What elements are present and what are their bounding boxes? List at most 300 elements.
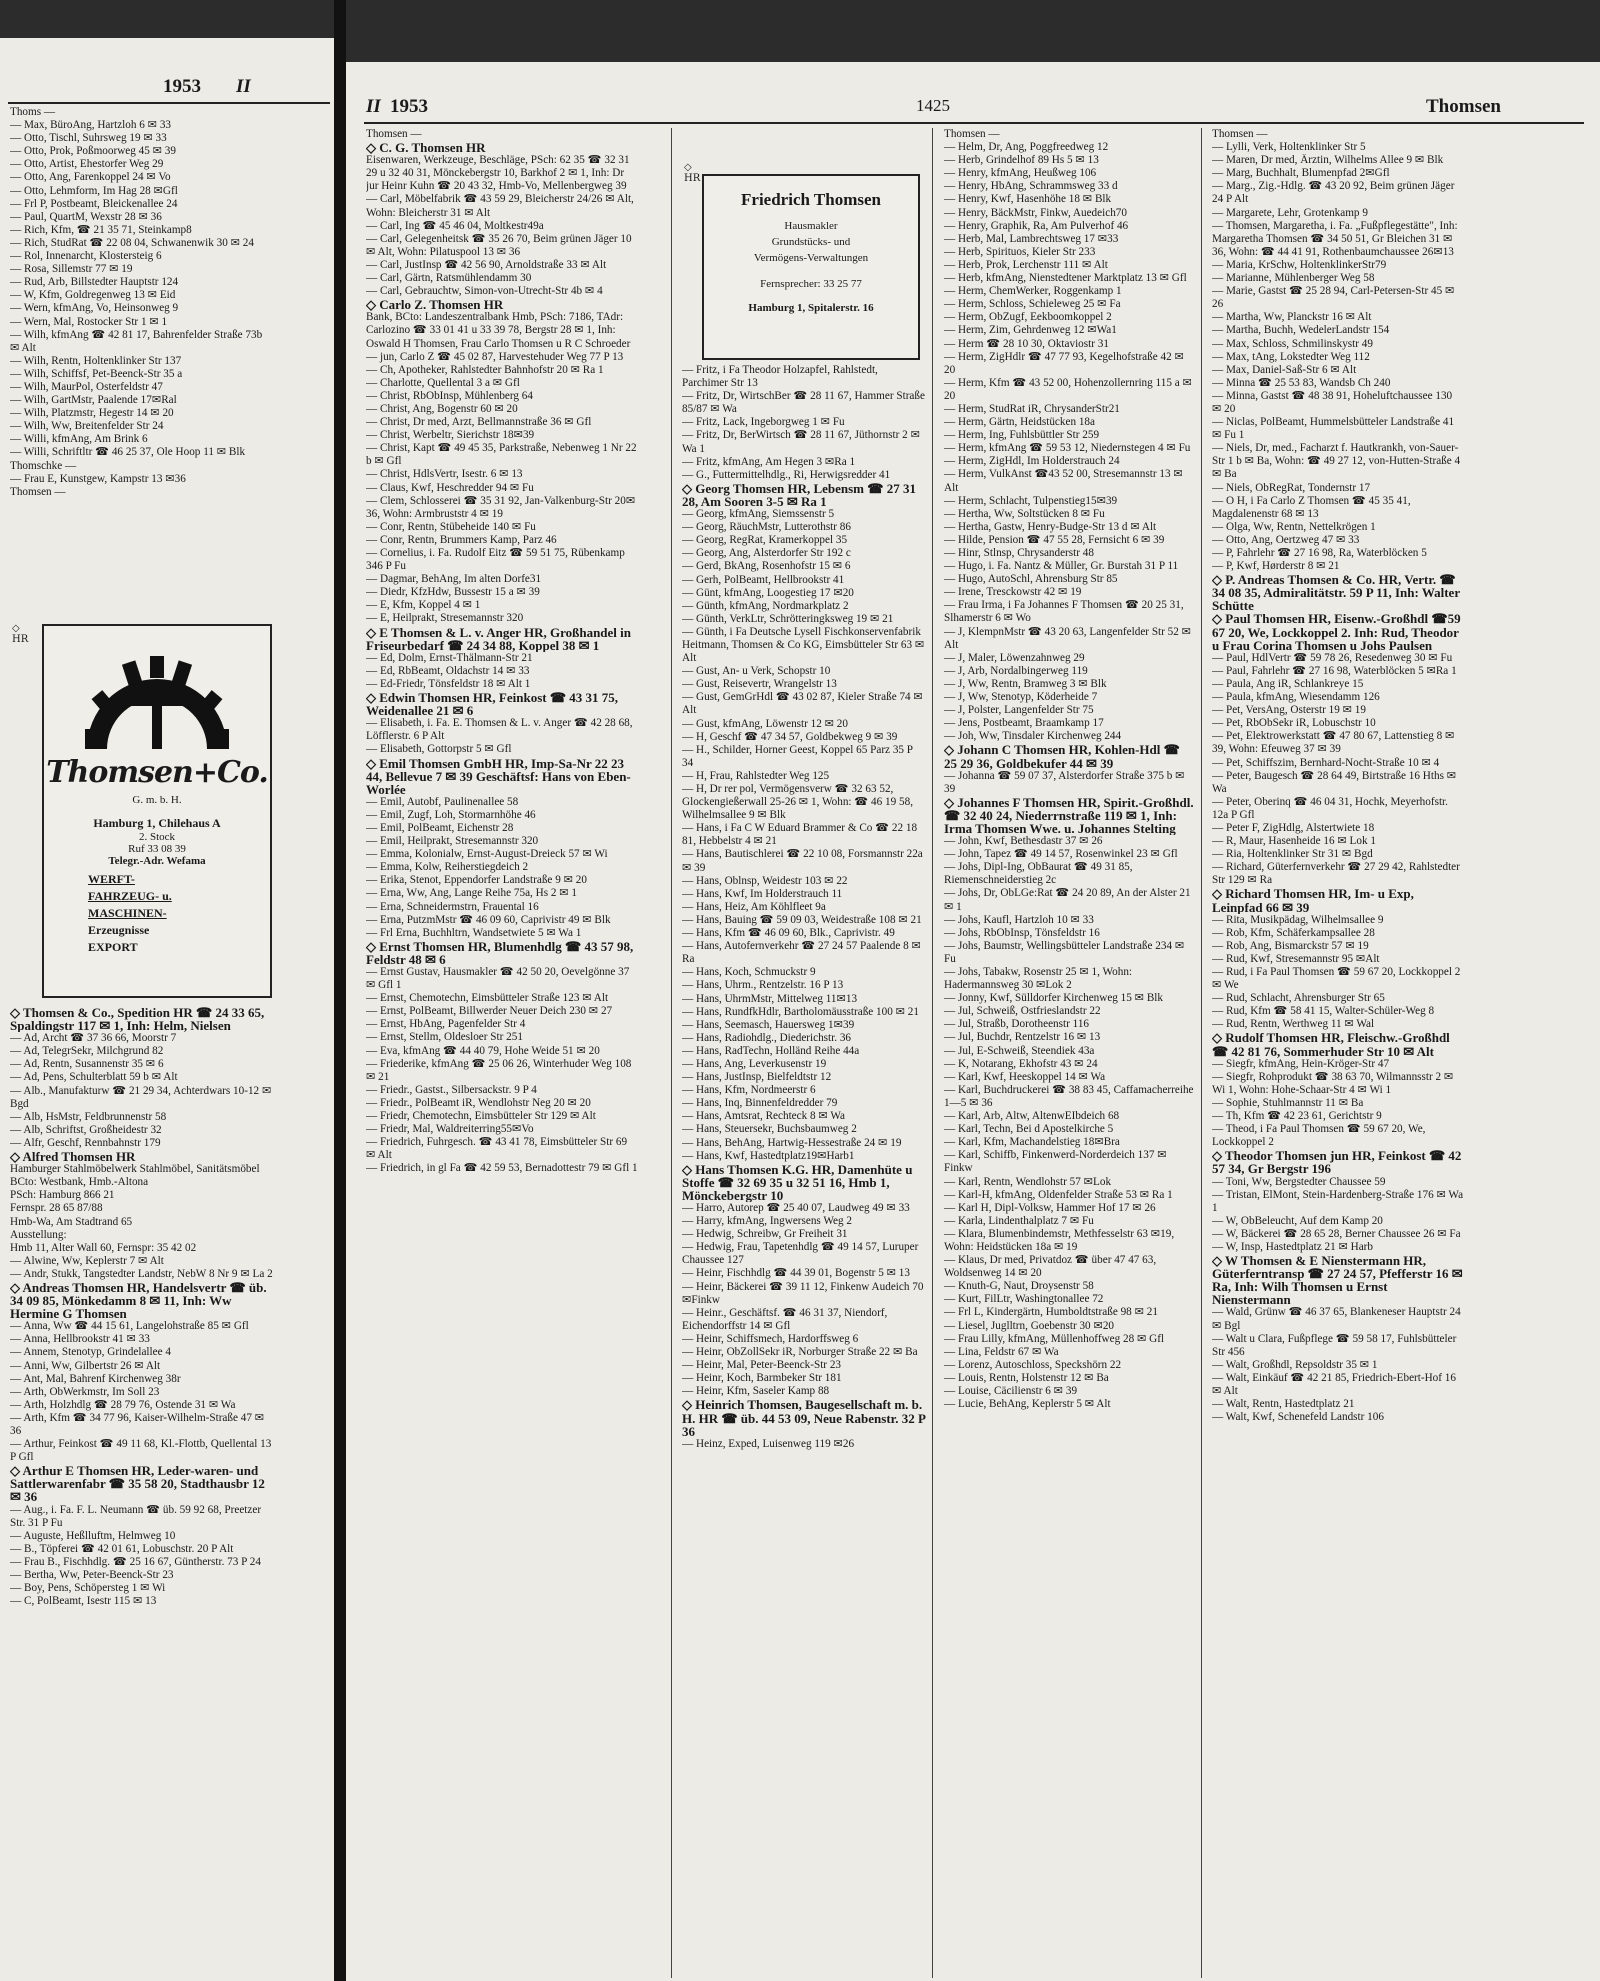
directory-entry: — Liesel, Juglltrn, Goebenstr 30 ✉20: [944, 1319, 1115, 1332]
right-column-3: [944, 128, 1194, 1411]
directory-entry: — Minna ☎ 25 53 83, Wandsb Ch 240: [1212, 376, 1391, 389]
directory-entry: — Dagmar, BehAng, Im alten Dorfe31: [366, 573, 542, 586]
directory-entry: — Hugo, i. Fa. Nantz & Müller, Gr. Burstah 31 P 11: [944, 560, 1179, 573]
directory-entry: — Gust, GemGrHdl ☎ 43 02 87, Kieler Straße 74 ✉ Alt: [682, 691, 923, 717]
directory-entry: — Carl, Gebrauchtw, Simon-von-Utrecht-Str 4b ✉ 4: [366, 285, 603, 298]
directory-entry: — Johs, RbObInsp, Tönsfeldstr 16: [944, 926, 1100, 939]
ad-floor: 2. Stock: [138, 831, 176, 843]
directory-entry: — Wald, Grünw ☎ 46 37 65, Blankeneser Hauptstr 24 ✉ Bgl: [1212, 1306, 1461, 1332]
directory-entry: — Walt u Clara, Fußpflege ☎ 59 58 17, Fuhlsbütteler Str 456: [1212, 1332, 1457, 1358]
directory-entry: — Willi, kfmAng, Am Brink 6: [10, 433, 148, 446]
directory-entry: PSch: Hamburg 866 21: [10, 1189, 115, 1202]
directory-entry: — Maria, KrSchw, HoltenklinkerStr79: [1212, 258, 1387, 271]
directory-entry: — Hans, i Fa C W Eduard Brammer & Co ☎ 22 18 81, Hebbelstr 4 ✉ 21: [682, 822, 918, 848]
directory-entry: — Klaus, Dr med, Privatdoz ☎ über 47 47 63, Woldsenweg 14 ✉ 20: [944, 1254, 1157, 1280]
directory-entry: — Heinr, Mal, Peter-Beenck-Str 23: [682, 1359, 842, 1372]
left-page: [0, 38, 334, 1981]
directory-entry: — Fritz, i Fa Theodor Holzapfel, Rahlstedt, Parchimer Str 13: [682, 364, 878, 390]
directory-entry: — Lina, Feldstr 67 ✉ Wa: [944, 1345, 1059, 1358]
directory-entry: — Johs, Dipl-Ing, ObBaurat ☎ 49 31 85, Riemenschneiderstieg 2c: [944, 861, 1133, 887]
directory-entry: — Bertha, Ww, Peter-Beenck-Str 23: [10, 1569, 174, 1582]
directory-entry: — Karla, Lindenthalplatz 7 ✉ Fu: [944, 1214, 1094, 1227]
directory-entry: ◇ Emil Thomsen GmbH HR, Imp-Sa-Nr 22 23 44, Bellevue 7 ✉ 39 Geschäftsf: Hans von Eben-Worlée: [366, 756, 631, 796]
ad-line: Vermögens-Verwaltungen: [753, 252, 869, 264]
directory-entry: — Karl, Kfm, Machandelstieg 18✉Bra: [944, 1136, 1120, 1149]
directory-entry: — Rob, Kfm, Schäferkampsallee 28: [1212, 926, 1375, 939]
directory-entry: — W, Kfm, Goldregenweg 13 ✉ Eid: [10, 289, 176, 302]
directory-entry: — J, Ww, Rentn, Bramweg 3 ✉ Blk: [944, 677, 1107, 690]
directory-entry: — Erna, Ww, Ang, Lange Reihe 75a, Hs 2 ✉ 1: [366, 887, 578, 900]
directory-entry: — W, Bäckerei ☎ 28 65 28, Berner Chaussee 26 ✉ Fa: [1212, 1227, 1461, 1240]
directory-entry: — Christ, Dr med, Arzt, Bellmannstraße 36 ✉ Gfl: [366, 416, 592, 429]
directory-entry: — Hans, RundfkHdlr, Bartholomäusstraße 100 ✉ 21: [682, 1005, 919, 1018]
directory-entry: — Wilh, Ww, Breitenfelder Str 24: [10, 420, 164, 433]
directory-entry: — Max, Daniel-Saß-Str 6 ✉ Alt: [1212, 363, 1357, 376]
directory-entry: — Martha, Buchh, WedelerLandstr 154: [1212, 324, 1390, 337]
directory-entry: — Gerh, PolBeamt, Hellbrookstr 41: [682, 573, 845, 586]
directory-entry: — H, Dr rer pol, Vermögensverw ☎ 32 63 52, Glockengießerwall 25-26 ✉ 1, Wohn: ☎ 46 19 58, Wilhelmsallee 9 ✉ Blk: [682, 783, 913, 822]
directory-entry: — Frau B., Fischhdlg. ☎ 25 16 67, Güntherstr. 73 P 24: [10, 1555, 261, 1568]
directory-entry: — Sophie, Stuhlmannstr 11 ✉ Ba: [1212, 1096, 1364, 1109]
directory-entry: — Jens, Postbeamt, Braamkamp 17: [944, 717, 1104, 730]
directory-entry: — Erika, Stenot, Eppendorfer Landstraße 9 ✉ 20: [366, 874, 587, 887]
directory-entry: — Ernst, HbAng, Pagenfelder Str 4: [366, 1018, 526, 1031]
directory-entry: — P, Fahrlehr ☎ 27 16 98, Ra, Waterblöcken 5: [1212, 547, 1427, 559]
directory-entry: — Alb, Schriftst, Großheidestr 32: [10, 1123, 162, 1136]
directory-entry: — Helm, Dr, Ang, Poggfreedweg 12: [944, 141, 1109, 154]
ad-line-fahrzeug: FAHRZEUG- u.: [88, 889, 172, 903]
directory-entry: — Emma, Kolw, Reiherstiegdeich 2: [366, 861, 529, 874]
directory-entry: ◇ Rudolf Thomsen HR, Fleischw.-Großhdl ☎ 42 81 76, Sommerhuder Str 10 ✉ Alt: [1212, 1031, 1450, 1058]
ad-phone: Fernsprecher: 33 25 77: [760, 278, 862, 290]
directory-entry: — Hertha, Gastw, Henry-Budge-Str 13 d ✉ Alt: [944, 520, 1157, 533]
right-page-volume: II: [366, 96, 381, 117]
directory-entry: — Carl, Gärtn, Ratsmühlendamm 30: [366, 272, 532, 285]
directory-entry: — Fritz, Dr, BerWirtsch ☎ 28 11 67, Jüthornstr 2 ✉ Wa 1: [682, 429, 920, 455]
directory-entry: Thomsen —: [366, 128, 422, 140]
directory-entry: — Rich, StudRat ☎ 22 08 04, Schwanenwik 30 ✉ 24: [10, 236, 254, 249]
directory-entry: — Emil, Zugf, Loh, Stormarnhöhe 46: [366, 808, 536, 821]
directory-entry: — Christ, HdlsVertr, Isestr. 6 ✉ 13: [366, 468, 523, 481]
directory-entry: — Otto, Ang, Farenkoppel 24 ✉ Vo: [10, 171, 171, 184]
directory-entry: — jun, Carlo Z ☎ 45 02 87, Harvestehuder Weg 77 P 13: [366, 350, 624, 363]
directory-entry: — Friedr, Chemotechn, Eimsbütteler Str 129 ✉ Alt: [366, 1110, 596, 1123]
right-column-1: [366, 128, 638, 1176]
right-page: [346, 62, 1600, 1981]
directory-entry: — Conr, Rentn, Brummers Kamp, Parz 46: [366, 533, 557, 546]
directory-entry: — Frau Lilly, kfmAng, Müllenhoffweg 28 ✉ Gfl: [944, 1332, 1165, 1345]
running-head: Thomsen: [1426, 96, 1501, 117]
directory-entry: — Karl, Rentn, Wendlohstr 57 ✉Lok: [944, 1175, 1112, 1188]
directory-entry: — Rol, Innenarcht, Klostersteig 6: [10, 250, 162, 263]
directory-entry: — Frau E, Kunstgew, Kampstr 13 ✉36: [10, 472, 186, 485]
directory-entry: Hamburger Stahlmöbelwerk Stahlmöbel, Sanitätsmöbel: [10, 1163, 260, 1176]
directory-entry: — Henry, Kwf, Hasenhöhe 18 ✉ Blk: [944, 193, 1112, 206]
column-divider: [671, 128, 672, 1978]
ad-telegram: Telegr.-Adr. Wefama: [108, 855, 206, 867]
directory-entry: ◇ Thomsen & Co., Spedition HR ☎ 24 33 65, Spaldingstr 117 ✉ 1, Inh: Helm, Nielsen: [10, 1006, 265, 1033]
directory-entry: — Hans, Kwf, Im Holderstrauch 11: [682, 887, 843, 900]
directory-entry: ◇ C. G. Thomsen HR: [366, 141, 486, 155]
directory-entry: — Alb., Manufakturw ☎ 21 29 34, Achterdwars 10-12 ✉ Bgd: [10, 1084, 272, 1110]
directory-entry: — Peter, Baugesch ☎ 28 64 49, Birtstraße 16 Hths ✉ Wa: [1212, 769, 1457, 795]
directory-entry: — Christ, Werbeltr, Sierichstr 18✉39: [366, 429, 535, 442]
directory-entry: — Jul, Buchdr, Rentzelstr 16 ✉ 13: [944, 1031, 1101, 1044]
directory-entry: — Rud, Arb, Billstedter Hauptstr 124: [10, 276, 179, 289]
directory-entry: — Heinr., Geschäftsf. ☎ 46 31 37, Niendorf, Eichendorffstr 14 ✉ Gfl: [682, 1306, 888, 1332]
directory-entry: — J, Arb, Nordalbingerweg 119: [944, 664, 1088, 677]
directory-entry: — Ernst Gustav, Hausmakler ☎ 42 50 20, Oevelgönne 37 ✉ Gfl 1: [366, 966, 630, 992]
directory-entry: — Pet, VersAng, Osterstr 19 ✉ 19: [1212, 704, 1366, 717]
directory-entry: — Paul, HdlVertr ☎ 59 78 26, Resedenweg 30 ✉ Fu: [1212, 651, 1453, 664]
directory-entry: — Herm, Schlacht, Tulpenstieg15✉39: [944, 494, 1118, 507]
directory-entry: — Günt, kfmAng, Loogestieg 17 ✉20: [682, 586, 854, 599]
directory-entry: — Marianne, Mühlenberger Weg 58: [1212, 272, 1375, 285]
directory-entry: — Ad, Pens, Schulterblatt 59 b ✉ Alt: [10, 1071, 178, 1084]
directory-entry: — Christ, Ang, Bogenstr 60 ✉ 20: [366, 402, 518, 415]
directory-entry: — Herb, Mal, Lambrechtsweg 17 ✉33: [944, 232, 1119, 245]
directory-entry: — W, ObBeleucht, Auf dem Kamp 20: [1212, 1214, 1383, 1227]
directory-entry: — Friedr., PolBeamt iR, Wendlohstr Neg 20 ✉ 20: [366, 1096, 591, 1109]
directory-entry: — Jul, E-Schweiß, Steendiek 43a: [944, 1044, 1095, 1057]
directory-entry: — Erna, Schneidermstrn, Frauental 16: [366, 900, 539, 913]
directory-entry: — Friedr, Mal, Waldreiterring55✉Vo: [366, 1123, 534, 1136]
directory-entry: — Hans, Kfm, Nordmeerstr 6: [682, 1084, 816, 1097]
directory-entry: — Knuth-G, Naut, Droysenstr 58: [944, 1280, 1094, 1293]
directory-entry: — Herm, Zim, Gehrdenweg 12 ✉Wa1: [944, 324, 1117, 337]
directory-entry: — Wilh, Rentn, Holtenklinker Str 137: [10, 354, 182, 367]
directory-entry: ◇ Theodor Thomsen jun HR, Feinkost ☎ 42 57 34, Gr Bergstr 196: [1212, 1149, 1462, 1176]
directory-entry: — Friedr., Gastst., Silbersackstr. 9 P 4: [366, 1083, 537, 1096]
directory-entry: — Boy, Pens, Schöpersteg 1 ✉ Wi: [10, 1582, 166, 1595]
directory-entry: — Niels, Dr, med., Facharzt f. Hautkrankh, von-Sauer-Str 1 b ✉ Ba, Wohn: ☎ 49 27 12, von-Hutten-Straße 4 ✉ Ba: [1212, 442, 1461, 481]
directory-entry: — Fritz, Dr, WirtschBer ☎ 28 11 67, Hammer Straße 85/87 ✉ Wa: [682, 390, 925, 416]
directory-entry: — Louis, Rentn, Holstenstr 12 ✉ Ba: [944, 1371, 1109, 1384]
directory-entry: — K, Notarang, Ekhofstr 43 ✉ 24: [944, 1057, 1098, 1070]
directory-entry: — Herm, ObZugf, Eekboomkoppel 2: [944, 311, 1112, 324]
directory-entry: — Herm, Kfm ☎ 43 52 00, Hohenzollernring 115 a ✉ 20: [944, 376, 1192, 402]
directory-entry: — Marg., Zig.-Hdlg. ☎ 43 20 92, Beim grünen Jäger 24 P Alt: [1212, 180, 1455, 206]
directory-entry: — E, Heilprakt, Stresemannstr 320: [366, 612, 524, 625]
directory-entry: — Siegfr, Rohprodukt ☎ 38 63 70, Wilmannsstr 2 ✉ Wi 1, Wohn: Hohe-Schaar-Str 4 ✉ Wi 1: [1212, 1070, 1454, 1096]
ad-phone: Ruf 33 08 39: [128, 843, 186, 855]
directory-entry: — Hans, Kwf, Hastedtplatz19✉Harb1: [682, 1149, 855, 1162]
directory-entry: — Herm, ZigHdl, Im Holderstrauch 24: [944, 455, 1120, 468]
directory-entry: — Georg, kfmAng, Siemssenstr 5: [682, 508, 835, 521]
directory-entry: — Hans, Steuersekr, Buchsbaumweg 2: [682, 1123, 857, 1136]
directory-entry: — Heinr, Koch, Barmbeker Str 181: [682, 1372, 842, 1385]
directory-entry: — Emil, Autobf, Paulinenallee 58: [366, 795, 519, 808]
directory-entry: — Peter, Oberinq ☎ 46 04 31, Hochk, Meyerhofstr. 12a P Gfl: [1212, 795, 1448, 821]
directory-entry: — Lylli, Verk, Holtenklinker Str 5: [1212, 141, 1366, 154]
directory-entry: — Wilh, kfmAng ☎ 42 81 17, Bahrenfelder Straße 73b ✉ Alt: [10, 328, 263, 354]
directory-entry: — Hinr, Stlnsp, Chrysanderstr 48: [944, 547, 1094, 559]
directory-entry: — Hertha, Ww, Soltstücken 8 ✉ Fu: [944, 507, 1105, 520]
directory-entry: — Hugo, AutoSchl, Ahrensburg Str 85: [944, 573, 1118, 586]
directory-entry: — E, Kfm, Koppel 4 ✉ 1: [366, 599, 481, 612]
directory-entry: — Anna, Ww ☎ 44 15 61, Langelohstraße 85 ✉ Gfl: [10, 1320, 249, 1333]
directory-entry: — Herm, VulkAnst ☎43 52 00, Stresemannstr 13 ✉ Alt: [944, 468, 1183, 494]
ad-line-erzeugnisse: Erzeugnisse: [88, 923, 150, 937]
directory-entry: — Heinz, Exped, Luisenweg 119 ✉26: [682, 1437, 855, 1450]
directory-entry: — Hans, Bautischlerei ☎ 22 10 08, Forsmannstr 22a ✉ 39: [682, 848, 923, 874]
directory-entry: — Kurt, FilLtr, Washingtonallee 72: [944, 1293, 1104, 1306]
left-page-volume: II: [236, 76, 251, 97]
directory-entry: ◇ Hans Thomsen K.G. HR, Damenhüte u Stoffe ☎ 32 69 35 u 32 51 16, Hmb 1, Mönckebergstr 10: [682, 1162, 913, 1202]
right-column-2: [682, 364, 926, 1451]
directory-entry: — Emma, Kolonialw, Ernst-August-Dreieck 57 ✉ Wi: [366, 848, 608, 861]
directory-entry: — Frl P, Postbeamt, Bleickenallee 24: [10, 197, 178, 210]
directory-entry: — Emil, PolBeamt, Eichenstr 28: [366, 821, 514, 834]
directory-entry: — Karl, Kwf, Heeskoppel 14 ✉ Wa: [944, 1070, 1106, 1083]
directory-entry: — Claus, Kwf, Heschredder 94 ✉ Fu: [366, 481, 534, 494]
directory-entry: — Hans, Uhrm., Rentzelstr. 16 P 13: [682, 979, 844, 992]
directory-entry: — Cornelius, i. Fa. Rudolf Eitz ☎ 59 51 75, Rübenkamp 346 P Fu: [366, 547, 625, 573]
directory-entry: — Jonny, Kwf, Sülldorfer Kirchenweg 15 ✉ Blk: [944, 992, 1164, 1005]
directory-entry: Hmb 11, Alter Wall 60, Fernspr: 35 42 02: [10, 1241, 197, 1254]
directory-entry: — Carl, Möbelfabrik ☎ 43 59 29, Bleicherstr 24/26 ✉ Alt, Wohn: Bleicherstr 31 ✉ Alt: [366, 193, 634, 219]
directory-entry: — Otto, Ang, Oertzweg 47 ✉ 33: [1212, 533, 1360, 546]
directory-entry: — Hans, Ang, Leverkusenstr 19: [682, 1057, 827, 1070]
ad-line-maschinen: MASCHINEN-: [88, 906, 167, 920]
directory-entry: — Friedrich, Fuhrgesch. ☎ 43 41 78, Eimsbütteler Str 69 ✉ Alt: [366, 1136, 628, 1162]
ad-line-export: EXPORT: [88, 940, 138, 954]
directory-entry: — Max, Schloss, Schmilinskystr 49: [1212, 337, 1373, 350]
directory-entry: — Rob, Ang, Bismarckstr 57 ✉ 19: [1212, 939, 1369, 952]
directory-entry: ◇ Carlo Z. Thomsen HR: [366, 298, 504, 312]
directory-entry: — Herm, StudRat iR, ChrysanderStr21: [944, 402, 1120, 415]
directory-entry: — Harro, Autorep ☎ 25 40 07, Laudweg 49 ✉ 33: [682, 1202, 910, 1214]
directory-entry: Fernspr. 28 65 87/88: [10, 1202, 103, 1215]
directory-entry: — Hans, Inq, Binnenfeldredder 79: [682, 1097, 838, 1110]
book-gutter: [334, 0, 346, 1981]
directory-entry: — Wilh, GartMstr, Paalende 17✉Ral: [10, 394, 177, 407]
directory-entry: — Lucie, BehAng, Keplerstr 5 ✉ Alt: [944, 1398, 1111, 1411]
directory-entry: — Paul, Fahrlehr ☎ 27 16 98, Waterblöcken 5 ✉Ra 1: [1212, 664, 1457, 677]
directory-entry: — Annem, Stenotyp, Grindelallee 4: [10, 1346, 171, 1359]
directory-entry: — Herm, ZigHdlr ☎ 47 77 93, Kegelhofstraße 42 ✉ 20: [944, 350, 1184, 376]
directory-entry: — Carl, Gelegenheitsk ☎ 35 26 70, Beim grünen Jäger 10 ✉ Alt, Wohn: Pilatuspool 13 ✉ 36: [366, 232, 632, 258]
directory-entry: — John, Tapez ☎ 49 14 57, Rosenwinkel 23 ✉ Gfl: [944, 848, 1178, 861]
directory-entry: — Günth, i Fa Deutsche Lysell Fischkonservenfabrik Heitmann, Thomsen & Co KG, Eimsbütteler Str 63 ✉ Alt: [682, 625, 925, 665]
directory-entry: — Richard, Güterfernverkehr ☎ 27 29 42, Rahlstedter Str 129 ✉ Ra: [1212, 861, 1460, 887]
left-page-year: 1953: [163, 76, 201, 97]
directory-entry: — Johs, Kaufl, Hartzloh 10 ✉ 33: [944, 913, 1094, 926]
directory-entry: — Friederike, kfmAng ☎ 25 06 26, Winterhuder Weg 108 ✉ 21: [366, 1057, 632, 1083]
directory-entry: — Henry, HbAng, Schrammsweg 33 d: [944, 180, 1118, 193]
directory-entry: — Ed, RbBeamt, Oldachstr 14 ✉ 33: [366, 664, 530, 677]
directory-entry: — Hans, Seemasch, Hauersweg 1✉39: [682, 1018, 855, 1031]
directory-entry: — Günth, kfmAng, Nordmarkplatz 2: [682, 599, 849, 612]
column-divider: [932, 128, 933, 1978]
friedrich-thomsen-advertisement: [702, 174, 920, 360]
directory-entry: — Elisabeth, Gottorpstr 5 ✉ Gfl: [366, 743, 512, 756]
directory-entry: — Rud, Kfm ☎ 58 41 15, Walter-Schüler-Weg 8: [1212, 1005, 1435, 1018]
directory-entry: — J, Maler, Löwenzahnweg 29: [944, 651, 1085, 664]
page-number: 1425: [916, 96, 950, 115]
directory-entry: — Herm, Schloss, Schieleweg 25 ✉ Fa: [944, 298, 1121, 311]
ad-gmbh: G. m. b. H.: [132, 794, 182, 806]
directory-entry: — Hedwig, Schreibw, Gr Freiheit 31: [682, 1228, 848, 1241]
directory-entry: — Otto, Tischl, Suhrsweg 19 ✉ 33: [10, 132, 167, 145]
left-column-top: [10, 106, 274, 499]
directory-entry: Thomsen —: [944, 128, 1000, 140]
directory-entry: — G., Futtermittelhdlg., Ri, Herwigsredder 41: [682, 468, 891, 481]
directory-entry: — Tristan, ElMont, Stein-Hardenberg-Straße 176 ✉ Wa 1: [1212, 1188, 1464, 1214]
directory-entry: — Karl, Buchdruckerei ☎ 38 83 45, Caffamacherreihe 1—5 ✉ 36: [944, 1083, 1194, 1109]
directory-entry: — Hans, BehAng, Hartwig-Hessestraße 24 ✉ 19: [682, 1136, 902, 1149]
directory-entry: — Karl H, Dipl-Volksw, Hammer Hof 17 ✉ 26: [944, 1201, 1156, 1214]
directory-entry: — Niclas, PolBeamt, Hummelsbütteler Landstraße 41 ✉ Fu 1: [1212, 416, 1455, 442]
directory-entry: — Andr, Stukk, Tangstedter Landstr, NebW 8 Nr 9 ✉ La 2: [10, 1267, 273, 1280]
directory-entry: — Anna, Hellbrookstr 41 ✉ 33: [10, 1333, 150, 1346]
column-title: Thoms —: [10, 106, 56, 118]
directory-entry: — Hedwig, Frau, Tapetenhdlg ☎ 49 14 57, Luruper Chaussee 127: [682, 1241, 919, 1267]
directory-entry: — Peter F, ZigHdlg, Alstertwiete 18: [1212, 821, 1375, 834]
directory-entry: — Karl, Techn, Bei d Apostelkirche 5: [944, 1123, 1114, 1136]
directory-entry: — Herb, Grindelhof 89 Hs 5 ✉ 13: [944, 154, 1099, 167]
directory-entry: — Henry, BäckMstr, Finkw, Auedeich70: [944, 206, 1127, 219]
directory-entry: — Walt, Rentn, Hastedtplatz 21: [1212, 1398, 1355, 1411]
directory-entry: — Jul, Straßb, Dorotheenstr 116: [944, 1018, 1090, 1031]
directory-entry: — Carl, Ing ☎ 45 46 04, Moltkestr49a: [366, 219, 544, 232]
left-header-rule: [8, 102, 330, 104]
directory-entry: — Frau Irma, i Fa Johannes F Thomsen ☎ 20 25 31, Slhamerstr 6 ✉ Wo: [944, 599, 1184, 625]
directory-entry: — Ernst, Chemotechn, Eimsbütteler Straße 123 ✉ Alt: [366, 992, 609, 1005]
ad-address: Hamburg 1, Spitalerstr. 16: [748, 302, 874, 314]
directory-entry: — Herm, Ing, Fuhlsbüttler Str 259: [944, 429, 1100, 442]
directory-entry: — Herm ☎ 28 10 30, Oktaviostr 31: [944, 337, 1109, 350]
directory-entry: — Hans, RadTechn, Holländ Reihe 44a: [682, 1044, 860, 1057]
directory-entry: — Otto, Artist, Ehestorfer Weg 29: [10, 158, 164, 171]
directory-entry: — Ria, Holtenklinker Str 31 ✉ Bgd: [1212, 848, 1373, 861]
directory-entry: ◇ Andreas Thomsen HR, Handelsvertr ☎ üb. 34 09 85, Mönkedamm 8 ✉ 11, Inh: Ww Hermine G Thomsen: [10, 1280, 267, 1321]
directory-entry: — Christ, Kapt ☎ 49 45 35, Parkstraße, Nebenweg 1 Nr 22 b ✉ Gfl: [366, 442, 637, 468]
hr-marker: ◇ HR: [684, 162, 701, 184]
directory-entry: — Pet, Elektrowerkstatt ☎ 47 80 67, Lattenstieg 8 ✉ 39, Wohn: Efeuweg 37 ✉ 39: [1212, 730, 1455, 756]
directory-entry: — Gust, Reisevertr, Wrangelstr 13: [682, 678, 837, 691]
directory-entry: — Hans, JustInsp, Bielfeldtstr 12: [682, 1071, 832, 1084]
directory-entry: — Anni, Ww, Gilbertstr 26 ✉ Alt: [10, 1359, 161, 1372]
directory-entry: — Rosa, Sillemstr 77 ✉ 19: [10, 263, 133, 276]
directory-entry: — Walt, Einkäuf ☎ 42 21 85, Friedrich-Ebert-Hof 16 ✉ Alt: [1212, 1371, 1456, 1397]
directory-entry: — W, Insp, Hastedtplatz 21 ✉ Harb: [1212, 1240, 1373, 1253]
ad-line: Hausmakler: [784, 220, 838, 232]
directory-entry: — Ad, Rentn, Susannenstr 35 ✉ 6: [10, 1058, 164, 1071]
directory-entry: — Karl, Schiffb, Finkenwerd-Norderdeich 137 ✉ Finkw: [944, 1149, 1167, 1175]
directory-entry: — Otto, Lehmform, Im Hag 28 ✉Gfl: [10, 184, 178, 197]
directory-entry: — Ant, Mal, Bahrenf Kirchenweg 38r: [10, 1372, 181, 1385]
directory-entry: — Irene, Tresckowstr 42 ✉ 19: [944, 586, 1082, 599]
directory-entry: — Wern, Mal, Rostocker Str 1 ✉ 1: [10, 315, 168, 328]
directory-entry: Thomschke —: [10, 459, 77, 472]
directory-entry: — Otto, Prok, Poßmoorweg 45 ✉ 39: [10, 145, 176, 158]
directory-entry: — Conr, Rentn, Stübeheide 140 ✉ Fu: [366, 520, 536, 533]
directory-entry: — Rita, Musikpädag, Wilhelmsallee 9: [1212, 913, 1384, 926]
directory-entry: — Rud, Schlacht, Ahrensburger Str 65: [1212, 992, 1385, 1005]
directory-entry: — Willi, Schriftltr ☎ 46 25 37, Ole Hoop 11 ✉ Blk: [10, 446, 246, 459]
directory-entry: — Clem, Schlosserei ☎ 35 31 92, Jan-Valkenburg-Str 20✉36, Wohn: Armbruststr 4 ✉ 19: [366, 494, 636, 520]
directory-entry: — Johanna ☎ 59 07 37, Alsterdorfer Straße 375 b ✉ 39: [944, 769, 1185, 795]
directory-entry: — R, Maur, Hasenheide 16 ✉ Lok 1: [1212, 835, 1376, 848]
directory-entry: — Heinr, Kfm, Saseler Kamp 88: [682, 1385, 830, 1398]
directory-entry: — Günth, VerkLtr, Schrötteringksweg 19 ✉ 21: [682, 612, 894, 625]
directory-entry: ◇ Paul Thomsen HR, Eisenw.-Großhdl ☎59 67 20, We, Lockkoppel 2. Inh: Rud, Theodor u Frau Corina Thomsen u Johs Paulsen: [1212, 612, 1461, 652]
directory-entry: — Gust, An- u Verk, Schopstr 10: [682, 665, 831, 678]
directory-entry: Hmb-Wa, Am Stadtrand 65: [10, 1215, 133, 1228]
directory-entry: — Ad, Archt ☎ 37 36 66, Moorstr 7: [10, 1032, 177, 1045]
ad-firm-name: Thomsen+Co.: [46, 755, 268, 790]
directory-entry: — Alb, HsMstr, Feldbrunnenstr 58: [10, 1110, 167, 1123]
directory-entry: — Herb, Prok, Lerchenstr 111 ✉ Alt: [944, 258, 1108, 271]
column-divider: [1201, 128, 1202, 1978]
directory-entry: ◇ E Thomsen & L. v. Anger HR, Großhandel in Friseurbedarf ☎ 24 34 88, Koppel 38 ✉ 1: [366, 625, 632, 652]
directory-entry: — Alwine, Ww, Keplerstr 7 ✉ Alt: [10, 1254, 164, 1267]
directory-entry: — Lorenz, Autoschloss, Speckshörn 22: [944, 1358, 1122, 1371]
directory-entry: — Margarete, Lehr, Grotenkamp 9: [1212, 206, 1368, 219]
directory-entry: — Wilh, Platzmstr, Hegestr 14 ✉ 20: [10, 407, 174, 420]
directory-entry: Thomsen —: [1212, 128, 1268, 140]
directory-entry: — B., Töpferei ☎ 42 01 61, Lobuschstr. 20 P Alt: [10, 1542, 234, 1555]
directory-entry: — Hans, UhrmMstr, Mittelweg 11✉13: [682, 992, 858, 1005]
ad-line-werft: WERFT-: [88, 872, 135, 886]
directory-entry: — Herm, Gärtn, Heidstücken 18a: [944, 416, 1095, 429]
directory-entry: — Minna, Gastst ☎ 48 38 91, Hoheluftchaussee 130 ✉ 20: [1212, 389, 1453, 415]
directory-entry: — Emil, Heilprakt, Stresemannstr 320: [366, 835, 539, 848]
right-header-rule: [364, 122, 1584, 124]
directory-entry: — Christ, RbObInsp, Mühlenberg 64: [366, 389, 533, 402]
directory-entry: — Diedr, KfzHdw, Bussestr 15 a ✉ 39: [366, 586, 540, 599]
directory-entry: ◇ Johannes F Thomsen HR, Spirit.-Großhdl. ☎ 32 40 24, Niederrnstraße 119 ✉ 1, Inh: Irma Thomsen Wwe. u. Johannes Stelting: [944, 795, 1194, 836]
directory-entry: — Gust, kfmAng, Löwenstr 12 ✉ 20: [682, 717, 848, 730]
directory-entry: — C, PolBeamt, Isestr 115 ✉ 13: [10, 1595, 157, 1608]
directory-entry: ◇ Heinrich Thomsen, Baugesellschaft m. b. H. HR ☎ üb. 44 53 09, Neue Rabenstr. 32 P 36: [682, 1398, 926, 1438]
directory-entry: — Ed-Friedr, Tönsfeldstr 18 ✉ Alt 1: [366, 677, 531, 690]
right-column-4: [1212, 128, 1464, 1424]
directory-entry: — Johs, Dr, ObLGe:Rat ☎ 24 20 89, An der Alster 21 ✉ 1: [944, 887, 1191, 913]
directory-entry: — Ed, Dolm, Ernst-Thälmann-Str 21: [366, 651, 533, 664]
directory-entry: — Heinr, Bäckerei ☎ 39 11 12, Finkenw Audeich 70 ✉Finkw: [682, 1280, 924, 1306]
directory-entry: — Georg, RäuchMstr, Lutterothstr 86: [682, 521, 851, 534]
directory-entry: — Eva, kfmAng ☎ 44 40 79, Hohe Weide 51 ✉ 20: [366, 1044, 600, 1057]
directory-entry: — Hans, Koch, Schmuckstr 9: [682, 966, 816, 979]
right-page-year: 1953: [390, 96, 428, 117]
directory-entry: — Rud, i Fa Paul Thomsen ☎ 59 67 20, Lockkoppel 2 ✉ We: [1212, 966, 1461, 992]
directory-entry: — Elisabeth, i. Fa. E. Thomsen & L. v. Anger ☎ 42 28 68, Löfflerstr. 6 P Alt: [366, 717, 633, 743]
directory-entry: — Georg, Ang, Alsterdorfer Str 192 c: [682, 547, 851, 560]
directory-entry: — H, Geschf ☎ 47 34 57, Goldbekweg 9 ✉ 39: [682, 730, 898, 743]
directory-entry: — Joh, Ww, Tinsdaler Kirchenweg 244: [944, 730, 1122, 743]
directory-entry: ◇ P. Andreas Thomsen & Co. HR, Vertr. ☎ 34 08 35, Admiralitätstr. 59 P 11, Inh: Walter Schütte: [1212, 573, 1460, 613]
directory-entry: — Ernst, PolBeamt, Billwerder Neuer Deich 230 ✉ 27: [366, 1005, 613, 1018]
directory-entry: — Jul, Schweiß, Ostfrieslandstr 22: [944, 1005, 1101, 1018]
directory-entry: — Thomsen, Margaretha, i. Fa. „Fußpflegestätte", Inh: Margaretha Thomsen ☎ 34 50 51, Gr Bleichen 31 ✉ 36, Wohn: ☎ 44 41 91, Rothenbaumchaussee 26✉13: [1212, 219, 1458, 258]
directory-entry: ◇ Arthur E Thomsen HR, Leder-waren- und Sattlerwarenfabr ☎ 35 58 20, Stadthausbr 12 ✉ 36: [10, 1464, 265, 1504]
directory-entry: — Frl Erna, Buchhltrn, Wandsetwiete 5 ✉ Wa 1: [366, 926, 582, 939]
directory-entry: Bank, BCto: Landeszentralbank Hmb, PSch: 7186, TAdr: Carlozino ☎ 33 01 41 u 33 39 78, Bergstr 28 ✉ 1, Inh: Oswald H Thomsen, Frau Carlo Thomsen u R C Schroeder: [366, 311, 631, 350]
ad-line: Grundstücks- und: [771, 236, 851, 248]
directory-entry: — Hans, Amtsrat, Rechteck 8 ✉ Wa: [682, 1110, 845, 1123]
directory-entry: — Heinr, Fischhdlg ☎ 44 39 01, Bogenstr 5 ✉ 13: [682, 1267, 910, 1280]
directory-entry: — Maren, Dr med, Ärztin, Wilhelms Allee 9 ✉ Blk: [1212, 154, 1444, 167]
directory-entry: — Hans, Kfm ☎ 46 09 60, Blk., Caprivistr. 49: [682, 927, 895, 940]
directory-entry: — O H, i Fa Carlo Z Thomsen ☎ 45 35 41, Magdalenenstr 68 ✉ 13: [1212, 494, 1411, 520]
thomsen-co-advertisement: [42, 624, 272, 998]
directory-entry: — J, KlempnMstr ☎ 43 20 63, Langenfelder Str 52 ✉ Alt: [944, 625, 1192, 651]
directory-entry: — Carl, JustInsp ☎ 42 56 90, Arnoldstraße 33 ✉ Alt: [366, 258, 607, 271]
directory-entry: — Charlotte, Quellental 3 a ✉ Gfl: [366, 376, 520, 389]
directory-entry: — Johs, Tabakw, Rosenstr 25 ✉ 1, Wohn: Hadermannsweg 30 ✉Lok 2: [944, 966, 1133, 992]
